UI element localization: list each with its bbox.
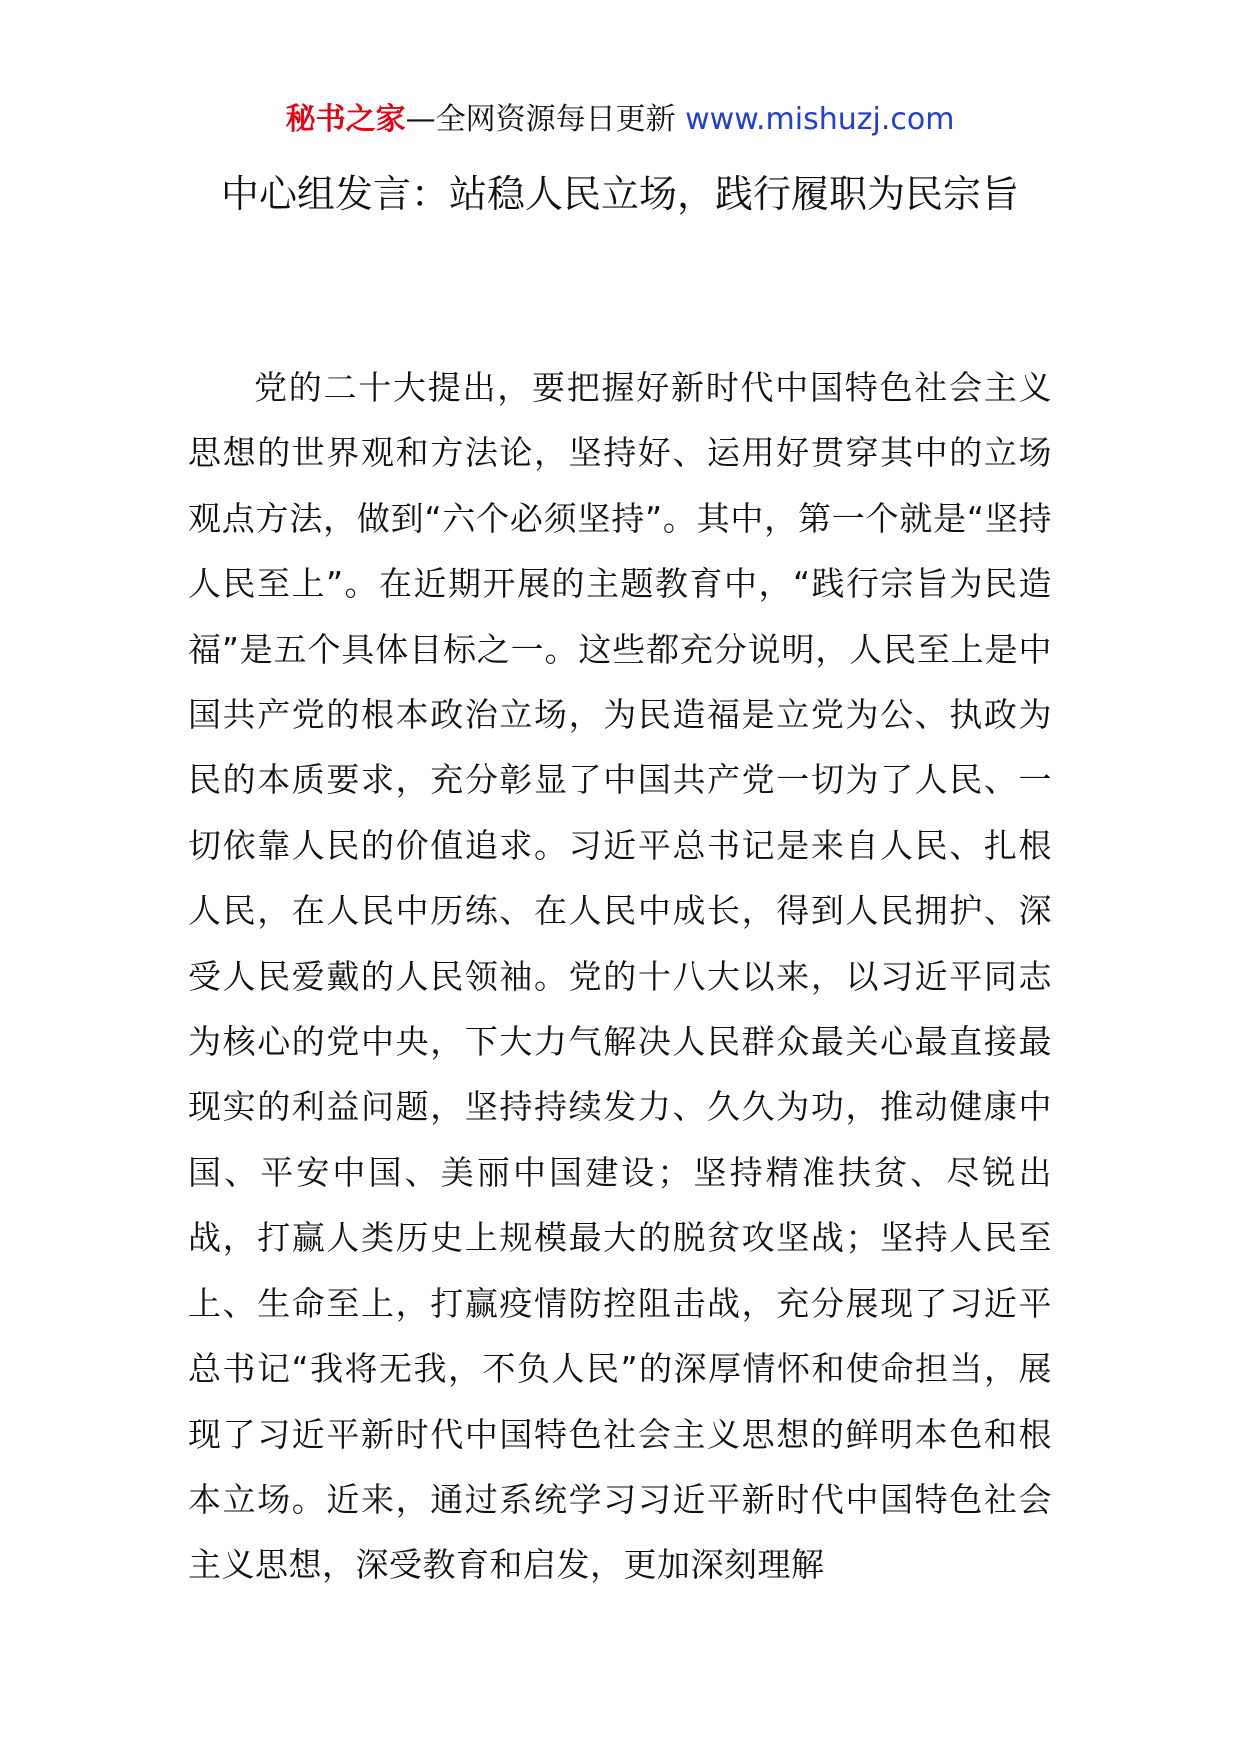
brand-name: 秘书之家 bbox=[285, 102, 406, 137]
body-paragraph: 党的二十大提出，要把握好新时代中国特色社会主义思想的世界观和方法论，坚持好、运用好贯穿其中的立场观点方法，做到“六个必须坚持”。其中，第一个就是“坚持人民至上”。在近期开展的主题教育中，“践行宗旨为民造福”是五个具体目标之一。这些都充分说明，人民至上是中国共产党的根本政治立场，为民造福是立党为公、执政为民的本质要求，充分彰显了中国共产党一切为了人民、一切依靠人民的价值追求。习近平总书记是来自人民、扎根人民，在人民中历练、在人民中成长，得到人民拥护、深受人民爱戴的人民领袖。党的十八大以来，以习近平同志为核心的党中央，下大力气解决人民群众最关心最直接最现实的利益问题，坚持持续发力、久久为功，推动健康中国、平安中国、美丽中国建设；坚持精准扶贫、尽锐出战，打赢人类历史上规模最大的脱贫攻坚战；坚持人民至上、生命至上，打赢疫情防控阻击战，充分展现了习近平总书记“我将无我，不负人民”的深厚情怀和使命担当，展现了习近平新时代中国特色社会主义思想的鲜明本色和根本立场。近来，通过系统学习习近平新时代中国特色社会主义思想，深受教育和启发，更加深刻理解 bbox=[188, 368, 1052, 1585]
site-header bbox=[0, 100, 1240, 140]
header-tagline: —全网资源每日更新 bbox=[405, 102, 686, 137]
site-url-link[interactable]: www.mishuzj.com bbox=[685, 102, 955, 137]
document-title: 中心组发言：站稳人民立场，践行履职为民宗旨 bbox=[220, 172, 1019, 216]
